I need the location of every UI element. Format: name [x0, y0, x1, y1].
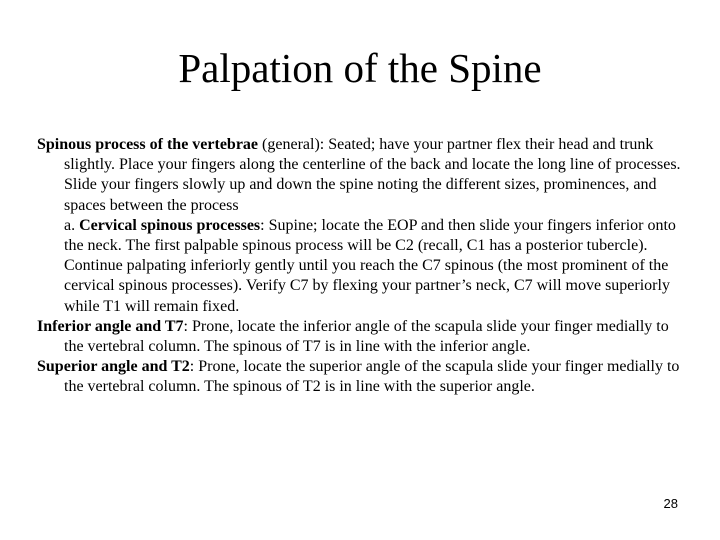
- heading-cervical-spinous: Cervical spinous processes: [79, 216, 261, 234]
- paragraph-spinous-process: [37, 135, 685, 216]
- page-number: 28: [663, 496, 678, 511]
- heading-superior-angle: Superior angle and T2: [37, 358, 190, 376]
- text-cervical-spinous: : Supine; locate the EOP and then slide your fingers inferior onto the neck. The first palpable spinous process will be C2 (recall, C1 has a posterior tubercle). Continue palpating inferiorly gently until you reach the C7 spinous (the most prominent of the cervical spinous processes). Verify C7 by flexing your partner’s neck, C7 will move superiorly while T1 will remain fixed.: [64, 216, 676, 315]
- heading-inferior-angle: Inferior angle and T7: [37, 317, 184, 335]
- paragraph-superior-angle: [37, 357, 685, 397]
- paragraph-cervical-spinous: [37, 216, 685, 317]
- paragraph-inferior-angle: [37, 317, 685, 357]
- slide-body: [37, 135, 685, 398]
- text-superior-angle: : Prone, locate the superior angle of the scapula slide your finger medially to the vertebral column. The spinous of T2 is in line with the superior angle.: [64, 358, 680, 396]
- list-marker-a: a.: [64, 216, 80, 234]
- text-spinous-process: (general): Seated; have your partner flex their head and trunk slightly. Place your fingers along the centerline of the back and locate the long line of processes. Slide your fingers slowly up and down the spine noting the different sizes, prominences, and spaces between the process: [64, 136, 681, 214]
- text-inferior-angle: : Prone, locate the inferior angle of the scapula slide your finger medially to the vertebral column. The spinous of T7 is in line with the inferior angle.: [64, 317, 669, 356]
- slide-title: Palpation of the Spine: [178, 45, 542, 91]
- heading-spinous-process: Spinous process of the vertebrae: [37, 136, 259, 153]
